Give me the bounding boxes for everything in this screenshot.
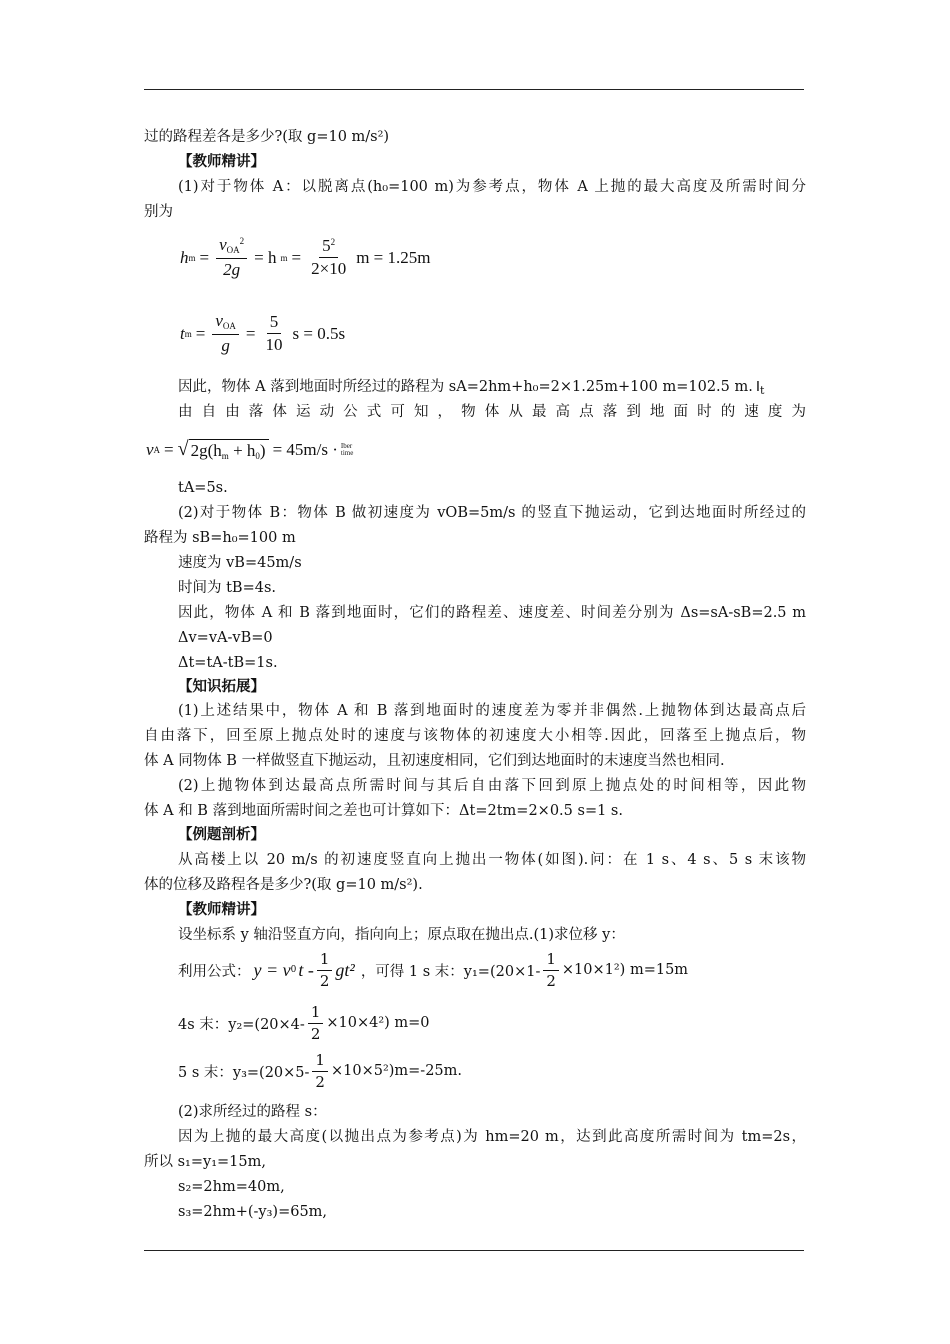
- paragraph: s₂=2hm=40m,: [178, 1179, 285, 1195]
- paragraph: (1)上述结果中，物体 A 和 B 落到地面时的速度差为零并非偶然.上抛物体到达最高点后: [178, 703, 806, 719]
- paragraph: 由自由落体运动公式可知，物体从最高点落到地面时的速度为: [178, 404, 806, 420]
- paragraph: 所以 s₁=y₁=15m,: [144, 1154, 266, 1170]
- paragraph: 从高楼上以 20 m/s 的初速度竖直向上抛出一物体(如图).问：在 1 s、4 s、5 s 末该物: [178, 852, 806, 868]
- section-heading-knowledge: 【知识拓展】: [178, 678, 265, 695]
- section-heading-teacher: 【教师精讲】: [178, 901, 265, 918]
- paragraph: Δt=tA-tB=1s.: [178, 655, 278, 671]
- paragraph: 因此，物体 A 和 B 落到地面时，它们的路程差、速度差、时间差分别为 Δs=sA-sB=2.5 m: [178, 605, 806, 621]
- formula-line-5s: 5 s 末：y₃=(20×5- $\frac{1}{2}$ ×10×5²)m=-25m.: [178, 1051, 463, 1091]
- header-rule: [144, 89, 804, 90]
- paragraph: 因此，物体 A 落到地面时所经过的路程为 sA=2hm+h₀=2×1.25m+100 m=102.5 m. $I_t$: [178, 378, 765, 397]
- paragraph: (2)上抛物体到达最高点所需时间与其后自由落下回到原上抛点处的时间相等，因此物: [178, 778, 806, 794]
- text-line: 过的路程差各是多少?(取 g=10 m/s²): [144, 129, 390, 145]
- paragraph: (2)求所经过的路程 s：: [178, 1104, 327, 1120]
- paragraph: 体的位移及路程各是多少?(取 g=10 m/s²).: [144, 877, 423, 893]
- paragraph: 因为上抛的最大高度(以抛出点为参考点)为 hm=20 m，达到此高度所需时间为 tm=2s，: [178, 1129, 806, 1145]
- formula-line-1s: 利用公式： y = v 0 t - $\frac{1}{2}$ gt² ，可得 1 s 末：y₁=(20×1- $\frac{1}{2}$ ×10×1²) m=15m: [178, 950, 689, 990]
- paragraph: Δv=vA-vB=0: [178, 630, 273, 646]
- paragraph: 自由落下，回至原上抛点处时的速度与该物体的初速度大小相等.因此，回落至上抛点后，物: [144, 728, 806, 744]
- paragraph: tA=5s.: [178, 480, 228, 496]
- paragraph: 别为: [144, 204, 173, 220]
- section-heading-teacher: 【教师精讲】: [178, 153, 265, 170]
- paragraph: 设坐标系 y 轴沿竖直方向，指向向上；原点取在抛出点.(1)求位移 y：: [178, 927, 625, 943]
- equation-tm: t m = $\frac{v_{OA}}{g}$ = $\frac{5}{10}$ s = 0.5s: [180, 311, 346, 355]
- paragraph: (1)对于物体 A：以脱离点(h₀=100 m)为参考点，物体 A 上抛的最大高度及所需时间分: [178, 179, 806, 195]
- equation-va: v A = √ $2g(h_m + h_0)$ = 45m/s · Iber time: [146, 438, 354, 461]
- footer-rule: [144, 1250, 804, 1251]
- paragraph: 体 A 同物体 B 一样做竖直下抛运动，且初速度相同，它们到达地面时的末速度当然也相同.: [144, 753, 725, 769]
- section-heading-example: 【例题剖析】: [178, 826, 265, 843]
- equation-hm: h m = $\frac{v_{OA}^2}{2g}$ = h m = $\frac{5^2}{2\times 10}$ m = 1.25m: [180, 235, 431, 279]
- paragraph: 速度为 vB=45m/s: [178, 555, 302, 571]
- paragraph: 体 A 和 B 落到地面所需时间之差也可计算如下：Δt=2tm=2×0.5 s=1 s.: [144, 803, 623, 819]
- paragraph: (2)对于物体 B：物体 B 做初速度为 vOB=5m/s 的竖直下抛运动，它到达地面时所经过的: [178, 505, 806, 521]
- formula-line-4s: 4s 末：y₂=(20×4- $\frac{1}{2}$ ×10×4²) m=0: [178, 1003, 430, 1043]
- paragraph: 时间为 tB=4s.: [178, 580, 277, 596]
- paragraph: 路程为 sB=h₀=100 m: [144, 530, 296, 546]
- paragraph: s₃=2hm+(-y₃)=65m,: [178, 1204, 328, 1220]
